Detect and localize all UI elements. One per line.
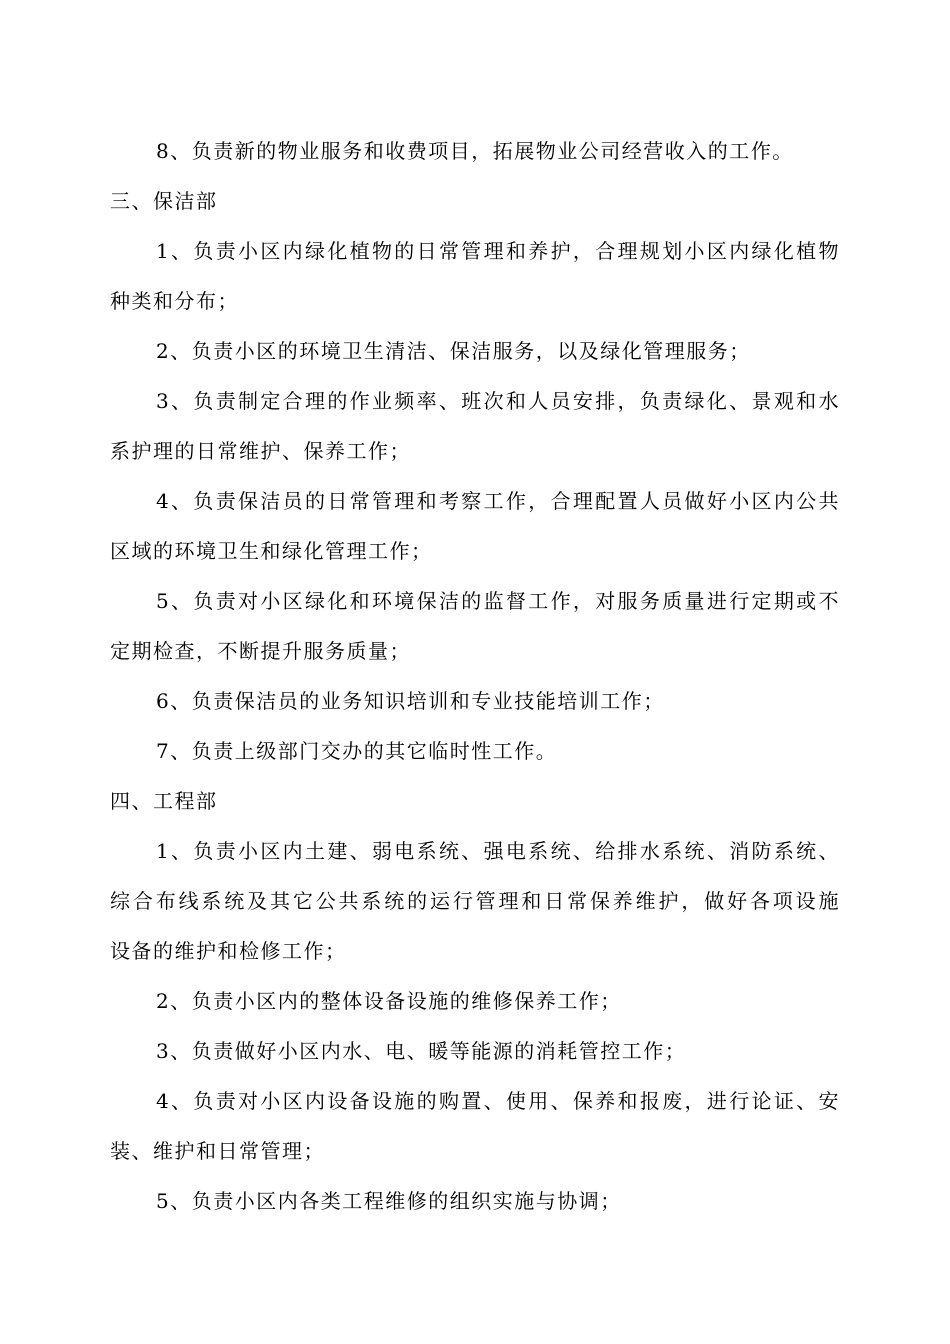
cleaning-item-1-line-1: 1、负责小区内绿化植物的日常管理和养护，合理规划小区内绿化植物 xyxy=(156,239,840,263)
cleaning-item-4-line-1: 4、负责保洁员的日常管理和考察工作，合理配置人员做好小区内公共 xyxy=(156,489,840,513)
cleaning-item-5-line-1: 5、负责对小区绿化和环境保洁的监督工作，对服务质量进行定期或不 xyxy=(156,589,840,613)
section-heading-engineering: 四、工程部 xyxy=(110,789,218,813)
engineering-item-4-line-1: 4、负责对小区内设备设施的购置、使用、保养和报废，进行论证、安 xyxy=(156,1089,840,1113)
section-heading-cleaning: 三、保洁部 xyxy=(110,189,218,213)
cleaning-item-3-line-1: 3、负责制定合理的作业频率、班次和人员安排，负责绿化、景观和水 xyxy=(156,389,840,413)
engineering-item-1-line-2: 综合布线系统及其它公共系统的运行管理和日常保养维护，做好各项设施 xyxy=(110,889,840,913)
engineering-item-4-line-2: 装、维护和日常管理； xyxy=(110,1139,325,1163)
cleaning-item-4-line-2: 区域的环境卫生和绿化管理工作； xyxy=(110,539,433,563)
cleaning-item-7: 7、负责上级部门交办的其它临时性工作。 xyxy=(156,739,558,763)
engineering-item-2: 2、负责小区内的整体设备设施的维修保养工作； xyxy=(156,989,622,1013)
engineering-item-3: 3、负责做好小区内水、电、暖等能源的消耗管控工作； xyxy=(156,1039,687,1063)
cleaning-item-2: 2、负责小区的环境卫生清洁、保洁服务，以及绿化管理服务； xyxy=(156,339,751,363)
cleaning-item-5-line-2: 定期检查，不断提升服务质量； xyxy=(110,639,411,663)
engineering-item-1-line-1: 1、负责小区内土建、弱电系统、强电系统、给排水系统、消防系统、 xyxy=(156,839,840,863)
cleaning-item-3-line-2: 系护理的日常维护、保养工作； xyxy=(110,439,411,463)
cleaning-item-6: 6、负责保洁员的业务知识培训和专业技能培训工作； xyxy=(156,689,665,713)
cleaning-item-1-line-2: 种类和分布； xyxy=(110,289,239,313)
engineering-item-1-line-3: 设备的维护和检修工作； xyxy=(110,939,347,963)
engineering-item-5: 5、负责小区内各类工程维修的组织实施与协调； xyxy=(156,1189,622,1213)
dept2-item-8: 8、负责新的物业服务和收费项目，拓展物业公司经营收入的工作。 xyxy=(156,139,794,163)
